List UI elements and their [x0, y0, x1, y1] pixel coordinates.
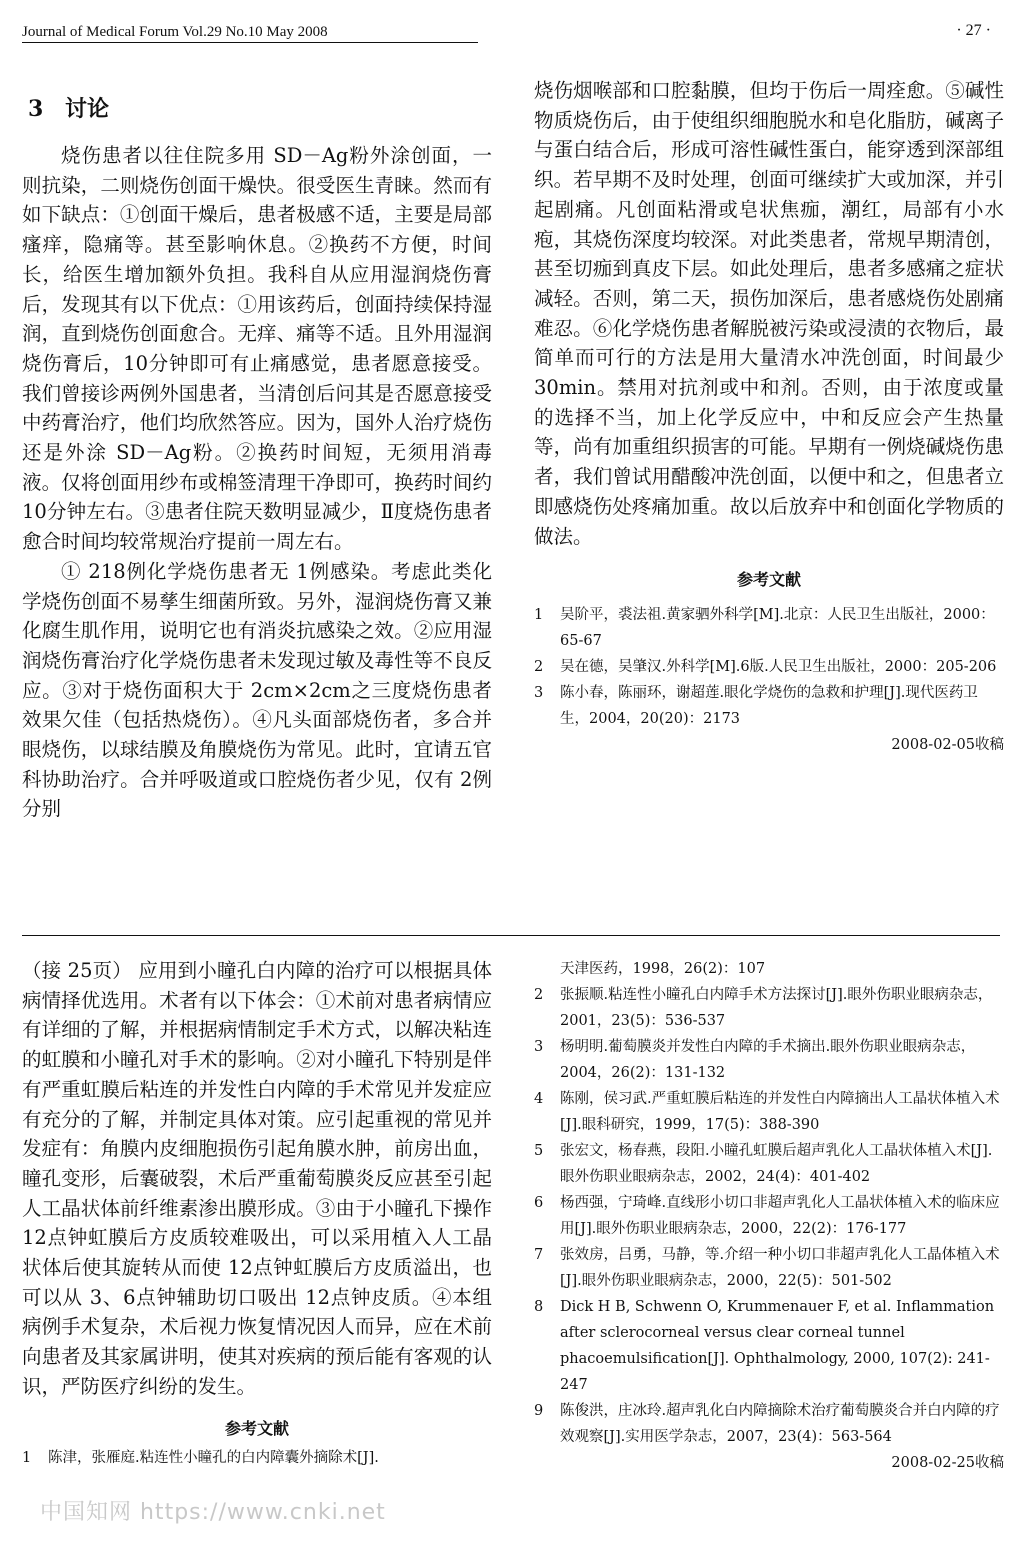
- lower-left-column: [22, 956, 492, 1471]
- reference-item: 3 陈小春，陈丽环，谢超莲.眼化学烧伤的急救和护理[J].现代医药卫生，2004，20(20)：2173: [534, 685, 978, 728]
- section-divider: [22, 935, 1000, 936]
- upper-left-column: [22, 141, 492, 824]
- reference-item: 5 张宏文，杨春燕，段阳.小瞳孔虹膜后超声乳化人工晶状体植入术[J].眼外伤职业眼病杂志，2002，24(4)：401-402: [534, 1143, 993, 1185]
- reference-item: 7 张效房，吕勇，马静，等.介绍一种小切口非超声乳化人工晶体植入术[J].眼外伤职业眼病杂志，2000，22(5)：501-502: [534, 1247, 1000, 1289]
- section-number: 3: [28, 96, 44, 122]
- section-title: 讨论: [64, 96, 109, 122]
- cnki-watermark: 中国知网 https://www.cnki.net: [40, 1500, 386, 1525]
- references-heading: 参考文献: [224, 1418, 289, 1438]
- paragraph: （接 25页） 应用到小瞳孔白内障的治疗可以根据具体病情择优选用。术者有以下体会：①术前对患者病情应有详细的了解，并根据病情制定手术方式，以解决粘连的虹膜和小瞳孔对手术的影响。②对小瞳孔下特别是伴有严重虹膜后粘连的并发性白内障的手术常见并发症应有充分的了解，并制定具体对策。应引起重视的常见并发症有：角膜内皮细胞损伤引起角膜水肿，前房出血，瞳孔变形，后囊破裂，术后严重葡萄膜炎反应甚至引起人工晶状体前纤维素渗出膜形成。③由于小瞳孔下操作 12点钟虹膜后方皮质较难吸出，可以采用植入人工晶状体后使其旋转从而使 12点钟虹膜后方皮质溢出，也可以从 3、6点钟辅助切口吸出 12点钟皮质。④本组病例手术复杂，术后视力恢复情况因人而异，应在术前向患者及其家属讲明，使其对疾病的预后能有客观的认识，严防医疗纠纷的发生。: [22, 959, 492, 1398]
- reference-item: 2 吴在德，吴肇汉.外科学[M].6版.人民卫生出版社，2000：205-206: [534, 659, 997, 676]
- reference-item: 8 Dick H B, Schwenn O, Krummenauer F, et al. Inflammation after sclerocorneal versus clear corneal tunnel phacoemulsification[J]. Ophthalmology, 2000, 107(2): 241-247: [534, 1299, 995, 1393]
- received-date: 2008-02-05收稿: [891, 737, 1004, 754]
- paragraph: ① 218例化学烧伤患者无 1例感染。考虑此类化学烧伤创面不易孳生细菌所致。另外，湿润烧伤膏又兼化腐生肌作用，说明它也有消炎抗感染之效。②应用湿润烧伤膏治疗化学烧伤患者未发现过敏及毒性等不良反应。③对于烧伤面积大于 2cm×2cm之三度烧伤患者效果欠佳（包括热烧伤）。④凡头面部烧伤者，多合并眼烧伤，以球结膜及角膜烧伤为常见。此时，宜请五官科协助治疗。合并呼吸道或口腔烧伤者少见，仅有 2例分别: [22, 559, 492, 821]
- section-heading: [28, 92, 109, 123]
- page-number: · 27 ·: [956, 22, 991, 39]
- reference-list: [22, 1445, 492, 1471]
- reference-item: 1 陈津，张雁庭.粘连性小瞳孔的白内障囊外摘除术[J].: [22, 1449, 379, 1466]
- paragraph: 烧伤患者以往住院多用 SD－Ag粉外涂创面，一则抗染，二则烧伤创面干燥快。很受医生青睐。然而有如下缺点：①创面干燥后，患者极感不适，主要是局部瘙痒，隐痛等。甚至影响休息。②换药不方便，时间长，给医生增加额外负担。我科自从应用湿润烧伤膏后，发现其有以下优点：①用该药后，创面持续保持湿润，直到烧伤创面愈合。无痒、痛等不适。且外用湿润烧伤膏后，10分钟即可有止痛感觉，患者愿意接受。我们曾接诊两例外国患者，当清创后问其是否愿意接受中药膏治疗，他们均欣然答应。因为，国外人治疗烧伤还是外涂 SD－Ag粉。②换药时间短，无须用消毒液。仅将创面用纱布或棉签清理干净即可，换药时间约10分钟左右。③患者住院天数明显减少，Ⅱ度烧伤患者愈合时间均较常规治疗提前一周左右。: [22, 144, 492, 554]
- reference-item: 1 吴阶平，裘法祖.黄家驷外科学[M].北京：人民卫生出版社，2000：65-67: [534, 607, 995, 650]
- reference-item: 6 杨西强，宁琦峰.直线形小切口非超声乳化人工晶状体植入术的临床应用[J].眼外伤职业眼病杂志，2000，22(2)：176-177: [534, 1195, 1000, 1237]
- reference-list: [534, 956, 1004, 1450]
- received-date: 2008-02-25收稿: [891, 1455, 1004, 1471]
- reference-item: 9 陈俊洪，庄冰玲.超声乳化白内障摘除术治疗葡萄膜炎合并白内障的疗效观察[J].实用医学杂志，2007，23(4)：563-564: [534, 1403, 1000, 1445]
- paragraph: 烧伤烟喉部和口腔黏膜，但均于伤后一周痊愈。⑤碱性物质烧伤后，由于使组织细胞脱水和皂化脂肪，碱离子与蛋白结合后，形成可溶性碱性蛋白，能穿透到深部组织。若早期不及时处理，创面可继续扩大或加深，并引起剧痛。凡创面粘滑或皂状焦痂，潮红，局部有小水疱，其烧伤深度均较深。对此类患者，常规早期清创，甚至切痂到真皮下层。如此处理后，患者多感痛之症状减轻。否则，第二天，损伤加深后，患者感烧伤处剧痛难忍。⑥化学烧伤患者解脱被污染或浸渍的衣物后，最简单而可行的方法是用大量清水冲洗创面，时间最少 30min。禁用对抗剂或中和剂。否则，由于浓度或量的选择不当，加上化学反应中，中和反应会产生热量等，尚有加重组织损害的可能。早期有一例烧碱烧伤患者，我们曾试用醋酸冲洗创面，以便中和之，但患者立即感烧伤处疼痛加重。故以后放弃中和创面化学物质的做法。: [534, 79, 1004, 548]
- reference-item: 3 杨明明.葡萄膜炎并发性白内障的手术摘出.眼外伤职业眼病杂志，2004，26(2)：131-132: [534, 1039, 976, 1081]
- references-heading: 参考文献: [736, 570, 801, 590]
- reference-list: [534, 602, 1004, 732]
- reference-item: 2 张振顺.粘连性小瞳孔白内障手术方法探讨[J].眼外伤职业眼病杂志，2001，23(5)：536-537: [534, 987, 993, 1029]
- reference-item: 4 陈刚，侯习武.严重虹膜后粘连的并发性白内障摘出人工晶状体植入术[J].眼科研究，1999，17(5)：388-390: [534, 1091, 1000, 1133]
- lower-right-column: [534, 956, 1004, 1476]
- running-header: Journal of Medical Forum Vol.29 No.10 May 2008: [22, 22, 478, 43]
- upper-right-column: [534, 76, 1004, 758]
- reference-item: 天津医药，1998，26(2)：107: [560, 961, 766, 977]
